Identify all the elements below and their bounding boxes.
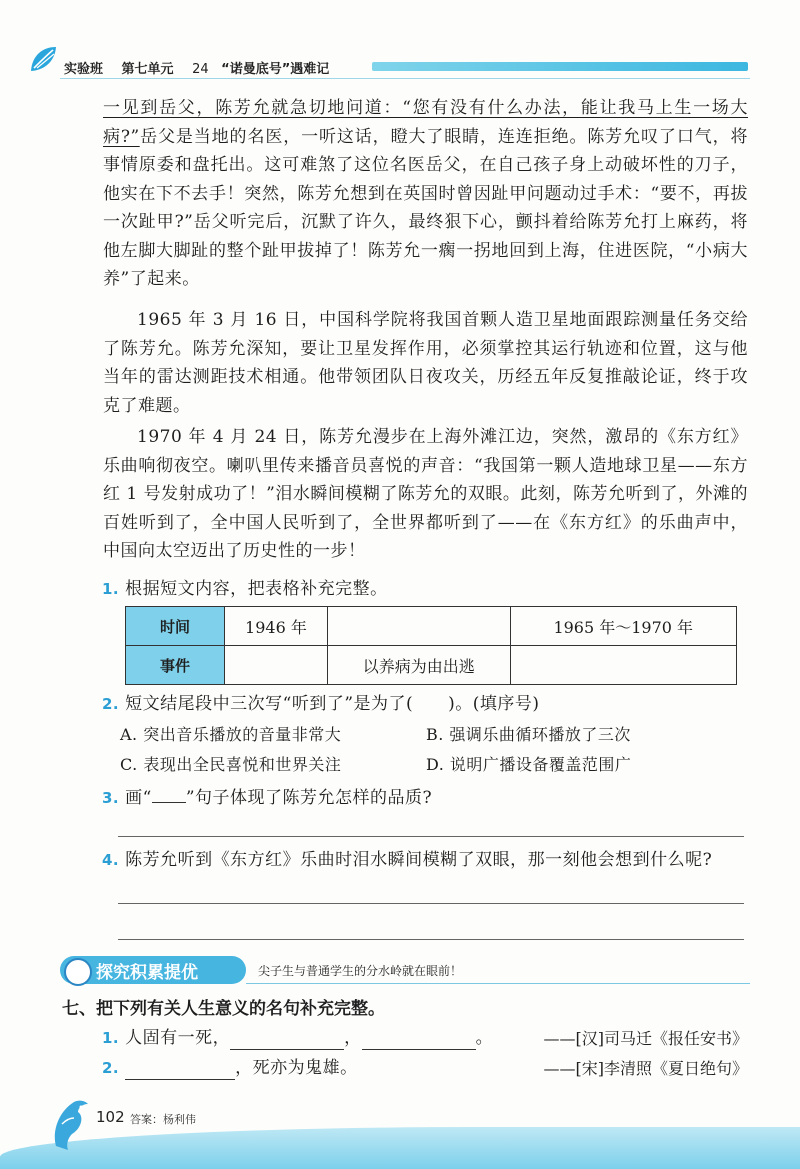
lesson-title: “诺曼底号”遇难记 [221, 62, 330, 77]
passage-paragraph-1 [103, 94, 748, 294]
table-cell-time-3: 1965 年～1970 年 [510, 607, 736, 646]
quote-2-source: ——[宋]李清照《夏日绝句》 [543, 1059, 748, 1078]
table-cell-event-3[interactable] [510, 646, 736, 685]
quote-item-2 [102, 1056, 358, 1080]
question-1-number: 1. [102, 580, 120, 598]
underlined-sentence: 一见到岳父，陈芳允就急切地问道：“您有没有什么办法，能让我马上生一场大病?” [103, 98, 748, 147]
passage-paragraph-2 [103, 306, 748, 420]
question-3-text-before: 画“ [125, 788, 152, 808]
banner-title: 探究积累提优 [96, 963, 198, 983]
question-4 [102, 848, 712, 872]
table-cell-time-1: 1946 年 [225, 607, 328, 646]
table-cell-event-2: 以养病为由出逃 [327, 646, 510, 685]
question-3-text-after: ”句子体现了陈芳允怎样的品质? [185, 788, 433, 808]
table-header-time: 时间 [126, 607, 225, 646]
quote-1-text: 人固有一死， [125, 1028, 231, 1048]
quote-2-text: ，死亦为鬼雄。 [235, 1058, 358, 1078]
option-a[interactable]: A. 突出音乐播放的音量非常大 [120, 725, 342, 744]
question-4-number: 4. [102, 851, 120, 869]
answer-line-q4-2[interactable] [118, 939, 744, 940]
header-divider [60, 78, 750, 79]
class-name: 实验班 [64, 62, 104, 77]
header-breadcrumb [64, 58, 343, 77]
passage-paragraph-3 [103, 423, 748, 566]
question-2-text: 短文结尾段中三次写“听到了”是为了( )。(填序号) [125, 694, 540, 714]
table-cell-time-2[interactable] [327, 607, 510, 646]
lesson-number: 24 [192, 62, 209, 77]
option-b[interactable]: B. 强调乐曲循环播放了三次 [426, 725, 631, 744]
header-decor-bar [372, 62, 748, 71]
paragraph-1-rest: 岳父是当地的名医，一听这话，瞪大了眼睛，连连拒绝。陈芳允叹了口气，将事情原委和盘托出。这可难煞了这位名医岳父，在自己孩子身上动破坏性的刀子，他实在下不去手！突然，陈芳允想到在英国时曾因趾甲问题动过手术：“要不，再拔一次趾甲?”岳父听完后，沉默了许久，最终狠下心，颤抖着给陈芳允打上麻药，将他左脚大脚趾的整个趾甲拔掉了！陈芳允一瘸一拐地回到上海，住进医院，“小病大养”了起来。 [103, 126, 748, 289]
question-3-number: 3. [102, 789, 120, 807]
unit-label: 第七单元 [121, 62, 174, 77]
fill-table [125, 606, 737, 685]
table-header-event: 事件 [126, 646, 225, 685]
banner-underline [246, 983, 750, 984]
question-2 [102, 692, 540, 716]
table-cell-event-1[interactable] [225, 646, 328, 685]
quote-1-number: 1. [102, 1029, 120, 1047]
quote-item-1 [102, 1026, 493, 1050]
answer-line-q4-1[interactable] [118, 903, 744, 904]
quote-1-period: 。 [475, 1028, 494, 1048]
option-d[interactable]: D. 说明广播设备覆盖范围广 [426, 755, 632, 774]
question-1 [102, 577, 388, 601]
paragraph-2-text: 1965 年 3 月 16 日，中国科学院将我国首颗人造卫星地面跟踪测量任务交给了陈芳允。陈芳允深知，要让卫星发挥作用，必须掌控其运行轨迹和位置，这与他当年的雷达测距技术相通。他带领团队日夜攻关，历经五年反复推敲论证，终于攻克了难题。 [103, 310, 748, 416]
question-2-number: 2. [102, 695, 120, 713]
question-4-text: 陈芳允听到《东方红》乐曲时泪水瞬间模糊了双眼，那一刻他会想到什么呢? [125, 850, 713, 870]
section-banner [60, 954, 750, 988]
quote-1-blank-2[interactable] [362, 1031, 476, 1050]
footer-wave [0, 1127, 800, 1169]
swirl-icon [64, 958, 92, 986]
footer-answer: 答案：杨利伟 [130, 1113, 196, 1126]
underline-marker [152, 788, 186, 803]
quote-1-source: ——[汉]司马迁《报任安书》 [543, 1029, 748, 1048]
option-c[interactable]: C. 表现出全民喜悦和世界关注 [120, 755, 342, 774]
section-7-heading: 七、把下列有关人生意义的名句补充完整。 [62, 999, 385, 1019]
dolphin-icon [48, 1094, 94, 1154]
banner-subtitle: 尖子生与普通学生的分水岭就在眼前！ [258, 964, 463, 978]
page-header [0, 0, 800, 92]
quote-2-number: 2. [102, 1059, 120, 1077]
quote-1-comma: ， [344, 1028, 362, 1048]
page-number: 102 [96, 1108, 125, 1126]
question-1-text: 根据短文内容，把表格补充完整。 [125, 579, 388, 599]
leaf-logo-icon [28, 44, 58, 74]
question-3 [102, 786, 432, 810]
paragraph-3-text: 1970 年 4 月 24 日，陈芳允漫步在上海外滩江边，突然，激昂的《东方红》乐曲响彻夜空。喇叭里传来播音员喜悦的声音：“我国第一颗人造地球卫星——东方红 1 号发射成功了！”泪水瞬间模糊了陈芳允的双眼。此刻，陈芳允听到了，外滩的百姓听到了，全中国人民听到了，全世界都听到了——在《东方红》的乐曲声中，中国向太空迈出了历史性的一步！ [103, 427, 748, 561]
quote-1-blank-1[interactable] [230, 1031, 344, 1050]
answer-line-q3[interactable] [118, 836, 744, 837]
quote-2-blank[interactable] [125, 1061, 235, 1080]
